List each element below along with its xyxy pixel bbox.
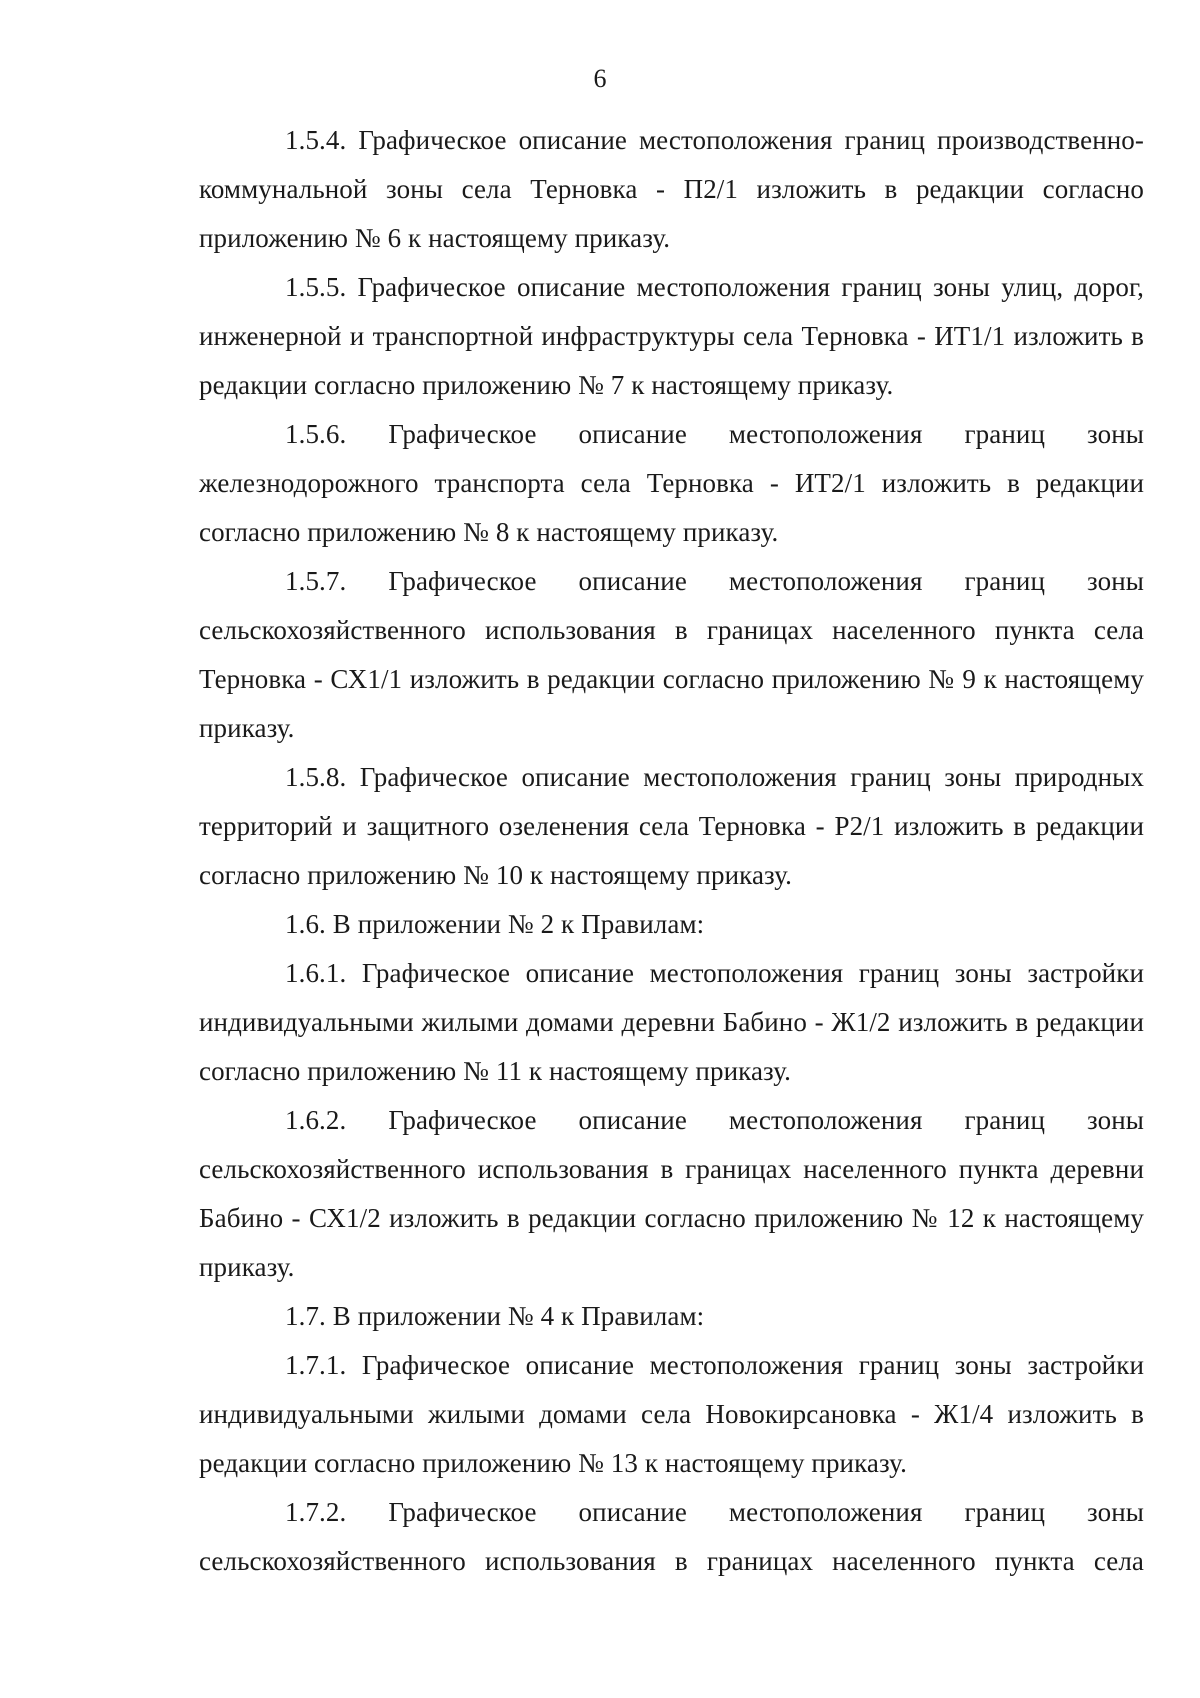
paragraph-1-7: 1.7. В приложении № 4 к Правилам: [285, 1301, 705, 1331]
paragraph-1-5-5: 1.5.5. Графическое описание местоположения границ зоны улиц, дорог, инженерной и транспортной инфраструктуры села Терновка - ИТ1/1 изложить в редакции согласно приложению № 7 к настоящему приказу. [199, 272, 1144, 400]
paragraph-1-5-7: 1.5.7. Графическое описание местоположения границ зоны сельскохозяйственного использования в границах населенного пункта села Терновка - СХ1/1 изложить в редакции согласно приложению № 9 к настоящему приказу. [199, 566, 1144, 743]
paragraph-1-6-1: 1.6.1. Графическое описание местоположения границ зоны застройки индивидуальными жилыми домами деревни Бабино - Ж1/2 изложить в редакции согласно приложению № 11 к настоящему приказу. [199, 958, 1144, 1086]
document-body [199, 116, 1144, 1586]
paragraph-1-5-4: 1.5.4. Графическое описание местоположения границ производственно-коммунальной зоны села Терновка - П2/1 изложить в редакции согласно приложению № 6 к настоящему приказу. [199, 125, 1144, 253]
page-number: 6 [593, 64, 607, 93]
paragraph-1-6: 1.6. В приложении № 2 к Правилам: [285, 909, 705, 939]
paragraph-1-5-6: 1.5.6. Графическое описание местоположения границ зоны железнодорожного транспорта села Терновка - ИТ2/1 изложить в редакции согласно приложению № 8 к настоящему приказу. [199, 419, 1144, 547]
paragraph-1-7-2: 1.7.2. Графическое описание местоположения границ зоны сельскохозяйственного использования в границах населенного пункта села [199, 1497, 1144, 1576]
paragraph-1-7-1: 1.7.1. Графическое описание местоположения границ зоны застройки индивидуальными жилыми домами села Новокирсановка - Ж1/4 изложить в редакции согласно приложению № 13 к настоящему приказу. [199, 1350, 1144, 1478]
paragraph-1-6-2: 1.6.2. Графическое описание местоположения границ зоны сельскохозяйственного использования в границах населенного пункта деревни Бабино - СХ1/2 изложить в редакции согласно приложению № 12 к настоящему приказу. [199, 1105, 1144, 1282]
paragraph-1-5-8: 1.5.8. Графическое описание местоположения границ зоны природных территорий и защитного озеленения села Терновка - Р2/1 изложить в редакции согласно приложению № 10 к настоящему приказу. [199, 762, 1144, 890]
